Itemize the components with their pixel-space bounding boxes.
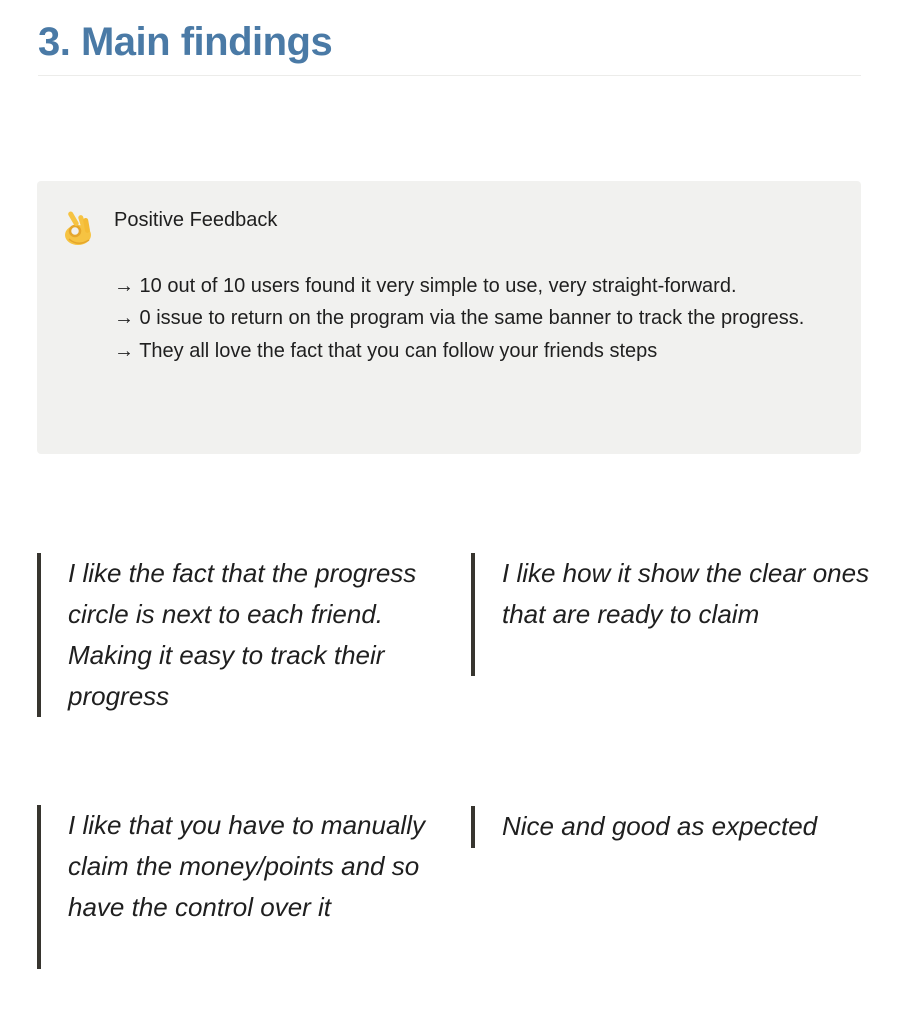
callout-title: Positive Feedback bbox=[114, 209, 278, 231]
quote-block: I like that you have to manually claim the money/points and so have the control over it bbox=[37, 805, 447, 969]
divider bbox=[38, 75, 861, 76]
callout-line: → 10 out of 10 users found it very simple to use, very straight-forward. bbox=[114, 274, 737, 297]
callout-positive-feedback bbox=[37, 181, 861, 454]
quote-block: Nice and good as expected bbox=[471, 806, 901, 848]
callout-line: → They all love the fact that you can follow your friends steps bbox=[114, 339, 658, 362]
quote-block: I like how it show the clear ones that are ready to claim bbox=[471, 553, 881, 676]
page-title: 3. Main findings bbox=[38, 20, 333, 64]
ok-hand-icon bbox=[63, 207, 95, 247]
callout-line: → 0 issue to return on the program via the same banner to track the progress. bbox=[114, 307, 805, 329]
callout-body bbox=[114, 204, 834, 367]
quote-block: I like the fact that the progress circle is next to each friend. Making it easy to track their progress bbox=[37, 553, 447, 717]
